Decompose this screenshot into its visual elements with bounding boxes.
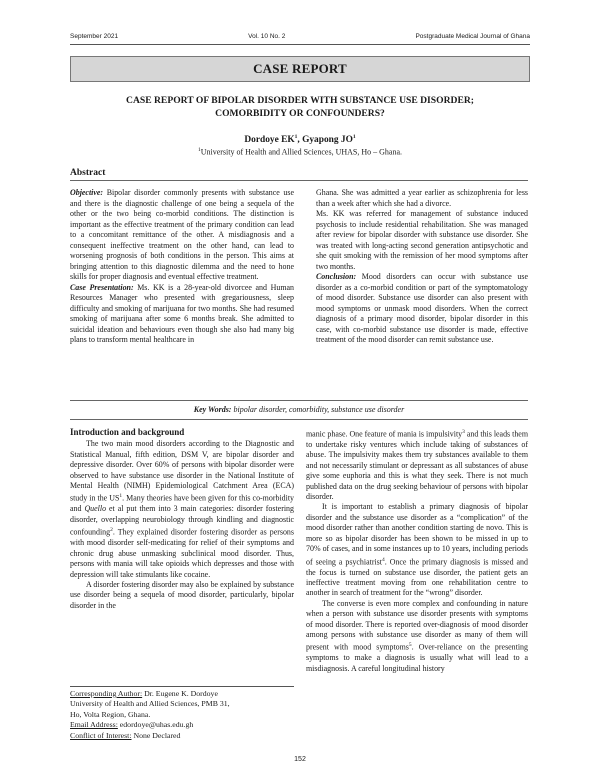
conclusion-label: Conclusion: (316, 272, 357, 281)
intro-p1-part-a: The two main mood disorders according to the Diagnostic and Statistical Manual, fifth edition, DSM V, are bipolar disorder and depressive disorder. Over 60% of persons with bipolar disorder were observed to have substance use disorder in the National Institute of Mental Health (NIMH) Epidemiological Catchment Area (ECA) study in the US (70, 439, 294, 504)
intro-paragraph-5 (306, 599, 528, 674)
affiliation-text: University of Health and Allied Sciences, UHAS, Ho – Ghana. (200, 147, 403, 157)
keywords-text: bipolar disorder, comorbidity, substance use disorder (231, 405, 405, 414)
author-1-affil-mark: 1 (294, 134, 298, 140)
intro-p4-part-a: It is important to establish a primary diagnosis of bipolar disorder and the substance use disorder as a “complication” of the mood disorder rather than another condition starting de novo. This is more so as bipolar disorder has been shown to be missed in up to 70% of cases, and in some instances up to 10 years, including periods of seeing a psychiatrist (306, 502, 528, 567)
abstract-left-column (70, 188, 294, 346)
case-presentation-text: Ms. KK is a 28-year-old divorcee and Human Resources Manager who presented with gregariousness, sleep difficulty and smoking of marijuana for two months. She had resumed smoking of marijuana after some 6 months break. She admitted to suicidal ideation and behaviours even though she also had many big plans to transform mental healthcare in (70, 282, 294, 344)
correspondence-email (70, 720, 294, 730)
intro-p1-part-c: et al put them into 3 main categories: disorder fostering disorder, overlapping neurobiology through kindling and diagnostic confounding (70, 504, 294, 537)
title-line-2: COMORBIDITY OR CONFOUNDERS? (215, 108, 385, 119)
case-presentation-label: Case Presentation: (70, 282, 134, 292)
body-right-column (306, 427, 528, 674)
keywords-label: Key Words: (193, 405, 232, 414)
intro-p4-part-b: . Once the primary diagnosis is missed and the focus is turned on substance use disorder, the patient gets an ineffective treatment moving from one rehabilitation centre to another in search of treatment for the “wrong” disorder. (306, 557, 528, 598)
affiliation-mark: 1 (197, 147, 201, 153)
intro-p3-part-b: and this leads them to undertake risky ventures which include taking of substances of abuse. The impulsivity makes them try substances available to them and not necessarily stimulant or depressant as all substances of abuse give some euphoria and this is what they seek. There is not much published data on the drug seeking behaviour of persons with bipolar disorder. (306, 429, 529, 502)
running-header (70, 33, 530, 40)
abstract-right-para-1: Ghana. She was admitted a year earlier as schizophrenia for less than a week after which she had a divorce. (316, 188, 528, 208)
case-report-banner: CASE REPORT (70, 56, 530, 82)
citation-3: 3 (462, 429, 465, 435)
header-date: September 2021 (70, 33, 119, 40)
citation-5: 5 (408, 642, 412, 649)
corresponding-author-label: Corresponding Author: (70, 689, 143, 698)
author-2-affil-mark: 1 (352, 134, 356, 140)
author-2: Gyapong JO (302, 135, 353, 146)
intro-paragraph-1 (70, 439, 294, 580)
article-title (80, 94, 520, 120)
intro-paragraph-4 (306, 502, 528, 598)
intro-p1-part-b: . Many theories have been given for this co-morbidity and (70, 494, 294, 514)
author-list (70, 134, 530, 145)
conclusion-text: Mood disorders can occur with substance use disorder as a co-morbid condition or part of the symptomatology of mood disorder. Substance use disorder can also present with mood symptoms or unmask mood disorders. When the correct diagnosis of a primary mood disorder, bipolar disorder in this case, with co-morbid substance use disorder is made, effective treatment of the mood disorder can remit substance use. (316, 272, 528, 344)
body-left-column (70, 427, 294, 611)
intro-paragraph-3 (306, 427, 528, 502)
abstract-objective (70, 188, 294, 283)
abstract-divider-bottom (70, 400, 528, 401)
intro-p5-part-a: The converse is even more complex and confounding in nature when a person with substance use disorder presents with symptoms of mood disorder. There is reported over-diagnosis of mood disorder among persons with substance use disorder as many of them will present with mood symptoms (306, 598, 528, 653)
keywords-line (70, 405, 528, 414)
abstract-divider-top (70, 180, 528, 181)
header-volume: Vol. 10 No. 2 (248, 33, 286, 40)
abstract-case (70, 283, 294, 346)
author-1: Dordoye EK (244, 135, 295, 146)
correspondence-box (70, 686, 294, 741)
title-line-1: CASE REPORT OF BIPOLAR DISORDER WITH SUBSTANCE USE DISORDER; (126, 95, 474, 106)
intro-paragraph-2: A disorder fostering disorder may also be explained by substance use disorder being a sequela of mood disorder, particularly, bipolar disorder in the (70, 579, 294, 610)
introduction-heading: Introduction and background (70, 427, 185, 437)
correspondence-address-1: University of Health and Allied Sciences, PMB 31, (70, 699, 230, 709)
corresponding-author-name: Dr. Eugene K. Dordoye (142, 689, 218, 698)
header-journal: Postgraduate Medical Journal of Ghana (415, 33, 530, 40)
corresponding-author (70, 689, 294, 699)
email-label: Email Address: (70, 720, 118, 730)
citation-4: 4 (381, 556, 385, 563)
conflict-of-interest (70, 731, 294, 741)
intro-p5-part-b: . Over-reliance on the presenting symptoms to make a diagnosis is usually what will lead to a misdiagnosis. A careful longitudinal history (306, 643, 528, 673)
abstract-right-para-2: Ms. KK was referred for management of substance induced psychosis to include residential rehabilitation. She was managed after review for bipolar disorder with substance use disorder. She was treated with long-acting second generation antipsychotic and she quit smoking with the remission of her mood symptoms after two months. (316, 209, 528, 271)
correspondence-address-2: Ho, Volta Region, Ghana. (70, 709, 151, 719)
objective-text: Bipolar disorder commonly presents with substance use and there is the diagnostic challenge of one being a sequela of the other or the two being co-morbid conditions. The distinction is important as the effective treatment of the primary condition can lead to a concomitant remittance of the other. A misdiagnosis and a consequent ineffective treatment on the other hand, can lead to worsening prognosis of both conditions in the person. This aims at bringing attention to this diagnostic dilemma and the need to hone skills for proper diagnosis and eventual effective treatment. (70, 188, 294, 281)
affiliation (70, 147, 530, 157)
coi-label: Conflict of Interest: (70, 730, 132, 740)
citation-1: 1 (119, 493, 123, 500)
intro-p3-part-a: manic phase. One feature of mania is impulsivity (306, 429, 463, 439)
header-divider (70, 44, 530, 45)
abstract-conclusion (316, 272, 528, 346)
intro-p1-part-d: . They explained disorder fostering disorder as persons with mood disorder self-medicating for relief of their symptoms and chronic drug abuse unmasking subclinical mood disorder. Thus, persons with mania will take opioids which depresses and those with depression will take stimulants like cocaine. (70, 527, 294, 579)
citation-2: 2 (110, 527, 113, 534)
objective-label: Objective: (70, 188, 104, 197)
author-separator: , (297, 135, 303, 146)
keywords-divider (70, 419, 528, 420)
abstract-right-column (316, 188, 528, 346)
email-address: edordoye@uhas.edu.gh (117, 720, 194, 730)
author-quello: Quello (84, 504, 107, 514)
page-number: 152 (294, 756, 306, 763)
abstract-heading: Abstract (70, 168, 106, 178)
coi-text: None Declared (131, 730, 181, 740)
